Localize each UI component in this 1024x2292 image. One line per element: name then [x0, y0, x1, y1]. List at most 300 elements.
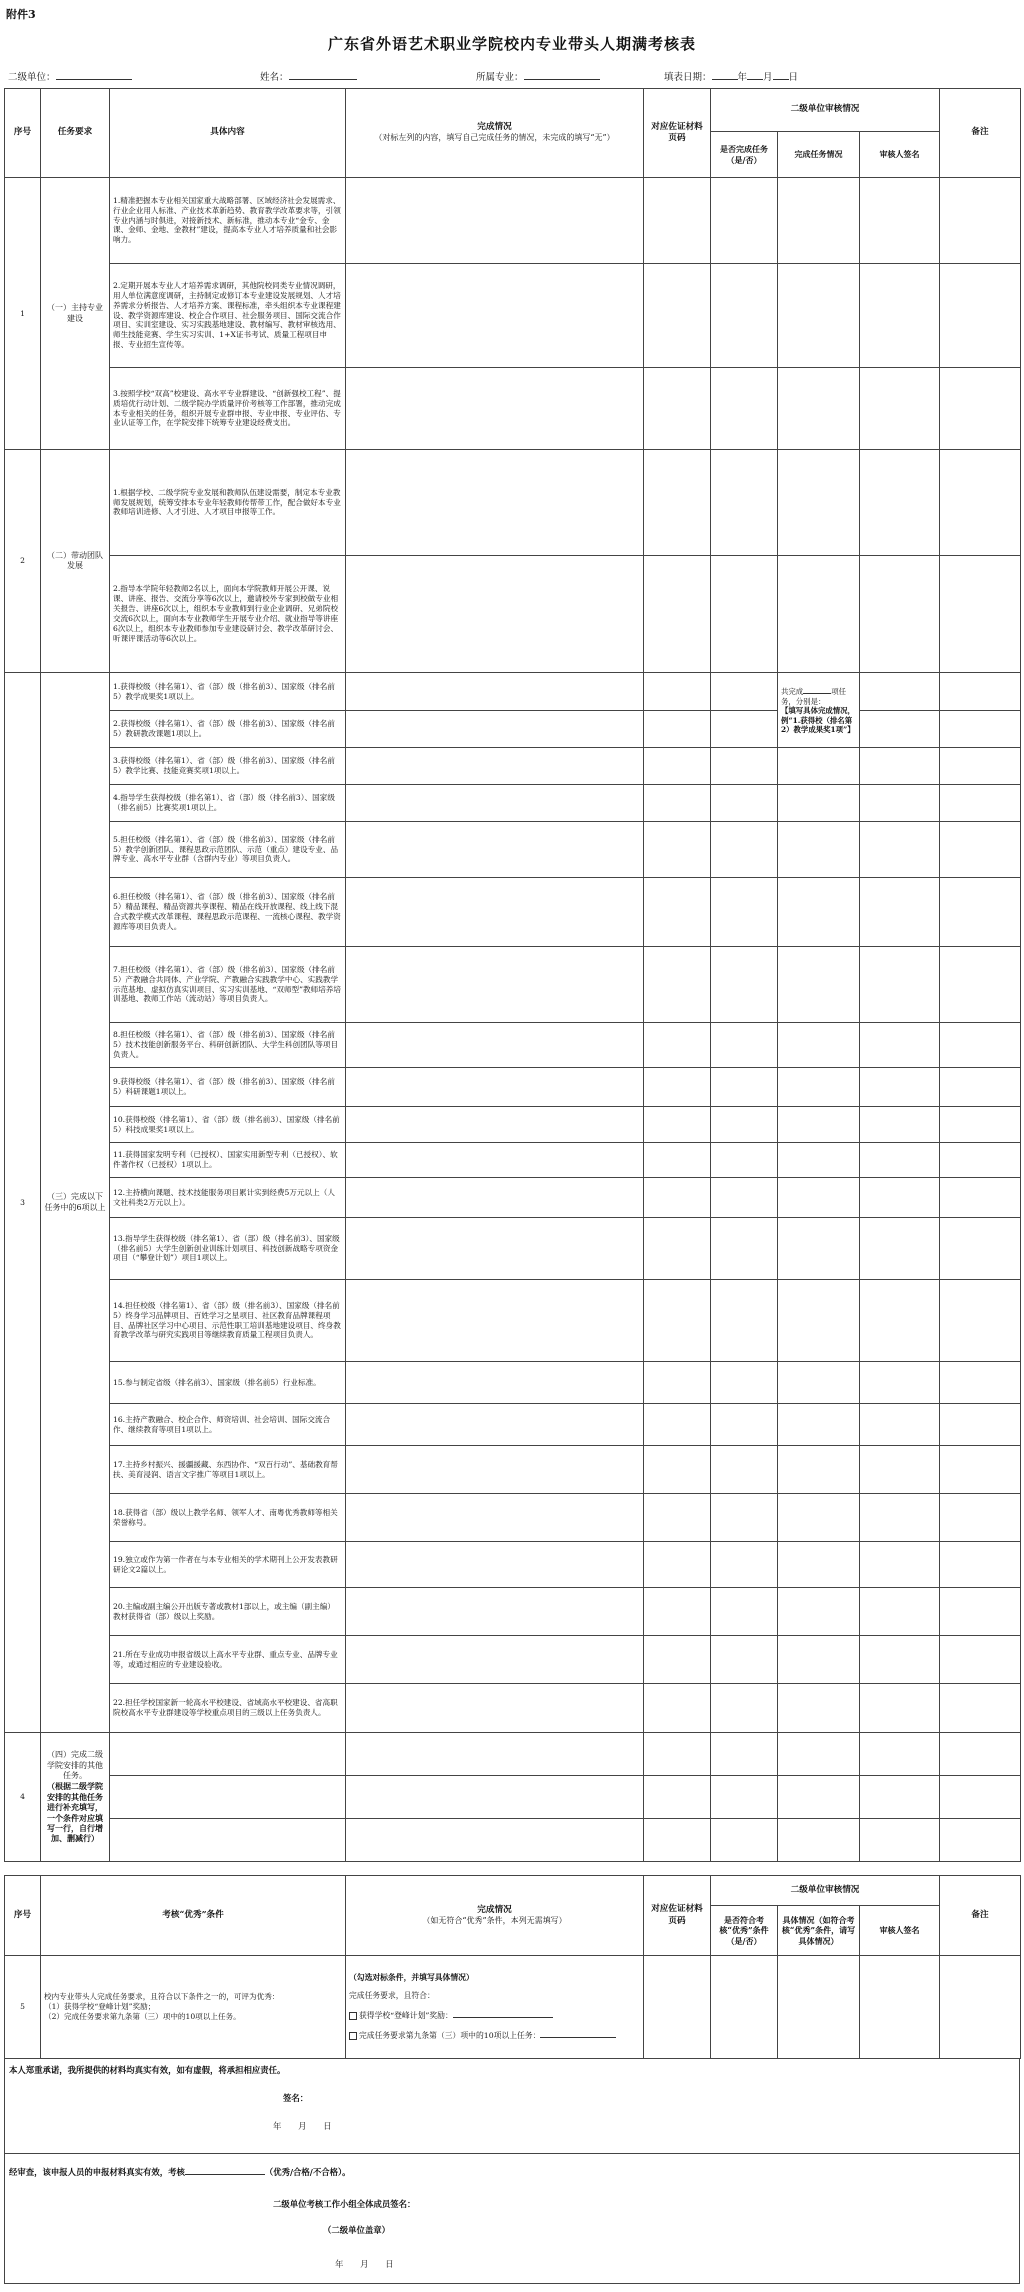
status-cell[interactable] — [346, 1494, 644, 1542]
rev-sign-cell[interactable] — [860, 748, 940, 785]
rev-sign-cell[interactable] — [860, 1494, 940, 1542]
evidence-cell[interactable] — [644, 748, 711, 785]
attachment-label: 附件3 — [6, 8, 36, 21]
section3-item: 16.主持产教融合、校企合作、师资培训、社会培训、国际交流合作、继续教育等项目1项以上。 — [110, 1404, 346, 1446]
section3-item: 20.主编或副主编公开出版专著或教材1部以上，或主编（副主编）教材获得省（部）级以上奖励。 — [110, 1588, 346, 1636]
rev-done-cell[interactable] — [711, 178, 778, 264]
rev-status-cell[interactable] — [778, 1446, 860, 1494]
header2-rev-done: 是否符合考核“优秀”条件（是/否） — [711, 1906, 778, 1956]
major-label: 所属专业： — [476, 72, 524, 83]
header-remark: 备注 — [940, 89, 1021, 178]
evidence-cell[interactable] — [644, 1542, 711, 1588]
rev-status-cell[interactable] — [778, 1178, 860, 1218]
rev-status-cell[interactable] — [778, 822, 860, 878]
status-cell[interactable] — [346, 1776, 644, 1819]
rev-done-cell[interactable] — [711, 1280, 778, 1362]
evidence-cell[interactable] — [644, 1068, 711, 1107]
status-cell[interactable] — [346, 1404, 644, 1446]
remark-cell[interactable] — [940, 1178, 1021, 1218]
rev-sign-cell[interactable] — [860, 711, 940, 748]
section4-seq: 4 — [5, 1733, 41, 1862]
rev-sign-cell[interactable] — [860, 556, 940, 673]
remark-cell[interactable] — [940, 1023, 1021, 1068]
section3-item: 9.获得校级（排名第1）、省（部）级（排名前3）、国家级（排名前5）科研课题1项以上。 — [110, 1068, 346, 1107]
rev-sign-cell[interactable] — [860, 1178, 940, 1218]
header-seq: 序号 — [5, 89, 41, 178]
header2-review: 二级单位审核情况 — [711, 1876, 940, 1906]
date-label: 填表日期： — [664, 72, 712, 83]
note-count-blank[interactable] — [803, 685, 831, 694]
note-b: 项任务，分别是： — [781, 686, 846, 706]
rev-sign-cell[interactable] — [860, 368, 940, 450]
evidence-cell[interactable] — [644, 556, 711, 673]
declaration-block — [4, 2058, 1020, 2154]
status-cell[interactable] — [346, 1636, 644, 1684]
remark-cell[interactable] — [940, 1218, 1021, 1280]
remark-cell[interactable] — [940, 1776, 1021, 1819]
remark-cell[interactable] — [940, 785, 1021, 822]
rev-sign-cell[interactable] — [860, 878, 940, 947]
rev-done-cell[interactable] — [711, 711, 778, 748]
rev-sign-cell[interactable] — [860, 178, 940, 264]
rev-status-cell[interactable] — [778, 1733, 860, 1776]
opt-1-blank[interactable] — [453, 2009, 553, 2018]
remark-cell[interactable] — [940, 450, 1021, 556]
evidence-cell[interactable] — [644, 1819, 711, 1862]
rev-done-cell[interactable] — [711, 1684, 778, 1733]
evidence-cell[interactable] — [644, 1636, 711, 1684]
declaration-text: 本人郑重承诺，我所提供的材料均真实有效，如有虚假，将承担相应责任。 — [9, 2065, 286, 2075]
date-year-label: 年 — [737, 72, 748, 83]
rev-done-cell[interactable] — [711, 1446, 778, 1494]
rev-done-cell[interactable] — [711, 450, 778, 556]
rev-done-cell[interactable] — [711, 556, 778, 673]
section3-item: 11.获得国家发明专利（已授权）、国家实用新型专利（已授权）、软件著作权（已授权）1项以上。 — [110, 1143, 346, 1178]
remark-cell[interactable] — [940, 1068, 1021, 1107]
rev-done-cell[interactable] — [711, 748, 778, 785]
rev-done-cell[interactable] — [711, 1956, 778, 2059]
status-cell[interactable] — [346, 1218, 644, 1280]
evidence-cell[interactable] — [644, 1588, 711, 1636]
remark-cell[interactable] — [940, 711, 1021, 748]
status-cell[interactable] — [346, 1280, 644, 1362]
evidence-cell[interactable] — [644, 1494, 711, 1542]
opt-1-label: 获得学校“登峰计划”奖励： — [359, 2011, 453, 2020]
rev-sign-cell[interactable] — [860, 673, 940, 711]
unit-blank[interactable] — [56, 70, 132, 80]
cond-a: 校内专业带头人完成任务要求，且符合以下条件之一的，可评为优秀： — [44, 1992, 280, 2002]
section3-item: 7.担任校级（排名第1）、省（部）级（排名前3）、国家级（排名前5）产教融合共同体、产业学院、产教融合实践教学中心、实践教学示范基地、虚拟仿真实训项目、实习实训基地、“双师型”教师培养培训基地、教师工作站（流动站）等项目负责人。 — [110, 947, 346, 1023]
section4-req-b: （根据二级学院安排的其他任务进行补充填写，一个条件对应填写一行，自行增加、删减行） — [47, 1781, 103, 1844]
rev-status-cell[interactable] — [778, 878, 860, 947]
declaration-sign[interactable] — [283, 2092, 308, 2104]
rev-sign-cell[interactable] — [860, 1446, 940, 1494]
header-status — [346, 89, 644, 178]
excellence-table — [4, 1875, 1021, 2059]
rev-sign-cell[interactable] — [860, 1776, 940, 1819]
evidence-cell[interactable] — [644, 878, 711, 947]
remark-cell[interactable] — [940, 1819, 1021, 1862]
status-cell[interactable] — [346, 878, 644, 947]
rev-sign-cell[interactable] — [860, 785, 940, 822]
status-cell[interactable] — [346, 711, 644, 748]
section2-seq: 2 — [5, 450, 41, 673]
evidence-cell[interactable] — [644, 1404, 711, 1446]
rev-done-cell[interactable] — [711, 673, 778, 711]
rev-done-cell[interactable] — [711, 1588, 778, 1636]
section3-item: 1.获得校级（排名第1）、省（部）级（排名前3）、国家级（排名前5）教学成果奖1项以上。 — [110, 673, 346, 711]
rev-status-cell[interactable] — [778, 1636, 860, 1684]
header2-cond: 考核“优秀”条件 — [41, 1876, 346, 1956]
section2-item: 1.根据学校、二级学院专业发展和教师队伍建设需要，制定本专业教师发展规划，统筹安排本专业年轻教师传帮带工作，配合做好本专业教师培训进修、人才引进、人才项目申报等工作。 — [110, 450, 346, 556]
remark-cell[interactable] — [940, 264, 1021, 368]
status-cell[interactable] — [346, 368, 644, 450]
rev-done-cell[interactable] — [711, 878, 778, 947]
remark-cell[interactable] — [940, 1494, 1021, 1542]
rev-status-cell[interactable] — [778, 1143, 860, 1178]
status-cell[interactable] — [346, 1143, 644, 1178]
header-rev-sign: 审核人签名 — [860, 132, 940, 178]
review-text-a: 经审查，该申报人员的申报材料真实有效，考核 — [9, 2167, 185, 2177]
rev-status-cell[interactable] — [778, 785, 860, 822]
rev-done-cell[interactable] — [711, 1404, 778, 1446]
status-cell[interactable] — [346, 1068, 644, 1107]
remark-cell[interactable] — [940, 878, 1021, 947]
status-cell[interactable] — [346, 1733, 644, 1776]
evidence-cell[interactable] — [644, 1178, 711, 1218]
rev-done-cell[interactable] — [711, 1178, 778, 1218]
rev-done-cell[interactable] — [711, 1218, 778, 1280]
rev-done-cell[interactable] — [711, 947, 778, 1023]
status-cell[interactable] — [346, 264, 644, 368]
section3-item: 18.获得省（部）级以上教学名师、领军人才、南粤优秀教师等相关荣誉称号。 — [110, 1494, 346, 1542]
rev-status-cell[interactable] — [778, 1684, 860, 1733]
remark-cell[interactable] — [940, 556, 1021, 673]
rev-done-cell[interactable] — [711, 1143, 778, 1178]
evidence-cell[interactable] — [644, 1218, 711, 1280]
section4-req-a: （四）完成二级学院安排的其他任务。 — [47, 1750, 103, 1781]
rev-sign-cell[interactable] — [860, 1068, 940, 1107]
unit-label: 二级单位： — [8, 72, 56, 83]
rev-done-cell[interactable] — [711, 1636, 778, 1684]
remark-cell[interactable] — [940, 1636, 1021, 1684]
header2-rev-sign: 审核人签名 — [860, 1906, 940, 1956]
rev-status-cell[interactable] — [778, 264, 860, 368]
rev-sign-cell[interactable] — [860, 1143, 940, 1178]
result-blank[interactable] — [185, 2166, 265, 2175]
section3-item: 21.所在专业成功申报省级以上高水平专业群、重点专业、品牌专业等，或通过相应的专业建设验收。 — [110, 1636, 346, 1684]
review-members: 二级单位考核工作小组全体成员签名： — [273, 2199, 416, 2209]
section3-item: 17.主持乡村振兴、援疆援藏、东西协作、“双百行动”、基础教育帮扶、美育浸润、语言文字推广等项目1项以上。 — [110, 1446, 346, 1494]
section3-item: 22.担任学校国家新一轮高水平校建设、省域高水平校建设、省高职院校高水平专业群建设等学校重点项目的三级以上任务负责人。 — [110, 1684, 346, 1733]
rev-status-cell[interactable] — [778, 1218, 860, 1280]
section4-item-cell[interactable] — [110, 1776, 346, 1819]
name-field[interactable] — [260, 69, 357, 83]
remark-cell[interactable] — [940, 1107, 1021, 1143]
date-field[interactable] — [664, 69, 798, 83]
remark-cell[interactable] — [940, 947, 1021, 1023]
header-review: 二级单位审核情况 — [711, 89, 940, 132]
rev-status-cell[interactable] — [778, 1956, 860, 2059]
rev-sign-cell[interactable] — [860, 1684, 940, 1733]
status-cell[interactable] — [346, 822, 644, 878]
section3-item: 5.担任校级（排名第1）、省（部）级（排名前3）、国家级（排名前5）教学创新团队、课程思政示范团队、示范（重点）建设专业、品牌专业、高水平专业群（含群内专业）等项目负责人。 — [110, 822, 346, 878]
note-a: 共完成 — [781, 686, 804, 696]
rev-sign-cell[interactable] — [860, 1362, 940, 1404]
remark-cell[interactable] — [940, 1733, 1021, 1776]
rev-sign-cell[interactable] — [860, 1404, 940, 1446]
rev-status-cell[interactable] — [778, 178, 860, 264]
rev-sign-cell[interactable] — [860, 1819, 940, 1862]
date-month-blank[interactable] — [747, 70, 763, 80]
evidence-cell[interactable] — [644, 178, 711, 264]
status-cell[interactable] — [346, 1588, 644, 1636]
rev-status-cell[interactable] — [778, 1542, 860, 1588]
date-year-blank[interactable] — [712, 70, 738, 80]
opt-intro: 完成任务要求，且符合： — [349, 1990, 435, 2000]
remark-cell[interactable] — [940, 1404, 1021, 1446]
opt-row-1[interactable] — [349, 2009, 640, 2021]
remark-cell[interactable] — [940, 822, 1021, 878]
evidence-cell[interactable] — [644, 264, 711, 368]
section3-item: 4.指导学生获得校级（排名第1）、省（部）级（排名前3）、国家级（排名前5）比赛奖项1项以上。 — [110, 785, 346, 822]
evidence-cell[interactable] — [644, 822, 711, 878]
rev-status-cell[interactable] — [778, 748, 860, 785]
remark-cell[interactable] — [940, 748, 1021, 785]
evidence-cell[interactable] — [644, 1362, 711, 1404]
section1-item: 1.精准把握本专业相关国家重大战略部署、区域经济社会发展需求、行业企业用人标准、产业技术革新趋势、教育教学改革要求等，引领专业内涵与时俱进，对接新技术、新标准，推动本专业“金专、金课、金师、金地、金教材”建设，提高本专业人才培养质量和社会影响力。 — [110, 178, 346, 264]
section3-seq: 3 — [5, 673, 41, 1733]
unit-field[interactable] — [8, 69, 132, 83]
rev-sign-cell[interactable] — [860, 1218, 940, 1280]
rev-status-cell[interactable] — [778, 1494, 860, 1542]
rev-sign-cell[interactable] — [860, 1542, 940, 1588]
status-cell[interactable] — [346, 1362, 644, 1404]
evidence-cell[interactable] — [644, 947, 711, 1023]
rev-sign-cell[interactable] — [860, 1588, 940, 1636]
rev-sign-cell[interactable] — [860, 947, 940, 1023]
rev-done-cell[interactable] — [711, 1494, 778, 1542]
section3-item: 8.担任校级（排名第1）、省（部）级（排名前3）、国家级（排名前5）技术技能创新服务平台、科研创新团队、大学生科创团队等项目负责人。 — [110, 1023, 346, 1068]
section3-item: 2.获得校级（排名第1）、省（部）级（排名前3）、国家级（排名前5）教研教改课题1项以上。 — [110, 711, 346, 748]
section5-options — [346, 1956, 644, 2059]
section1-item: 3.按照学校“双高”校建设、高水平专业群建设、“创新强校工程”、提质培优行动计划、二级学院办学质量评价考核等工作部署，推动完成本专业相关的任务，组织开展专业群申报、专业申报、专业评估、专业认证等工作，在学院安排下统筹专业建设经费支出。 — [110, 368, 346, 450]
status-cell[interactable] — [346, 1542, 644, 1588]
form-title: 广东省外语艺术职业学院校内专业带头人期满考核表 — [327, 35, 696, 53]
rev-done-cell[interactable] — [711, 1733, 778, 1776]
rev-sign-cell[interactable] — [860, 822, 940, 878]
evidence-cell[interactable] — [644, 1023, 711, 1068]
status-cell[interactable] — [346, 1107, 644, 1143]
evidence-cell[interactable] — [644, 1956, 711, 2059]
remark-cell[interactable] — [940, 1143, 1021, 1178]
status-cell[interactable] — [346, 178, 644, 264]
header2-status-title: 完成情况 — [477, 1904, 512, 1915]
section3-review-note[interactable] — [778, 673, 860, 748]
evidence-cell[interactable] — [644, 1107, 711, 1143]
section4-item-cell[interactable] — [110, 1819, 346, 1862]
evidence-cell[interactable] — [644, 1446, 711, 1494]
opt-2-label: 完成任务要求第九条第（三）项中的10项以上任务： — [359, 2031, 541, 2041]
status-cell[interactable] — [346, 1684, 644, 1733]
rev-done-cell[interactable] — [711, 1068, 778, 1107]
date-day-label: 日 — [788, 72, 799, 83]
major-blank[interactable] — [524, 70, 600, 80]
rev-status-cell[interactable] — [778, 1107, 860, 1143]
section1-req: （一）主持专业建设 — [41, 178, 110, 450]
rev-sign-cell[interactable] — [860, 264, 940, 368]
remark-cell[interactable] — [940, 1956, 1021, 2059]
name-label: 姓名： — [260, 72, 289, 83]
rev-sign-cell[interactable] — [860, 1107, 940, 1143]
date-month-label: 月 — [763, 72, 773, 83]
status-cell[interactable] — [346, 785, 644, 822]
rev-sign-cell[interactable] — [860, 1023, 940, 1068]
remark-cell[interactable] — [940, 178, 1021, 264]
review-text — [9, 2166, 351, 2178]
status-cell[interactable] — [346, 673, 644, 711]
opt-row-2[interactable] — [349, 2029, 640, 2041]
status-cell[interactable] — [346, 1023, 644, 1068]
section3-item: 15.参与制定省级（排名前3）、国家级（排名前5）行业标准。 — [110, 1362, 346, 1404]
rev-sign-cell[interactable] — [860, 1636, 940, 1684]
section4-item-cell[interactable] — [110, 1733, 346, 1776]
checkbox-icon[interactable] — [349, 2032, 357, 2040]
evidence-cell[interactable] — [644, 1776, 711, 1819]
header-req: 任务要求 — [41, 89, 110, 178]
major-field[interactable] — [476, 69, 600, 83]
rev-status-cell[interactable] — [778, 1280, 860, 1362]
task-table — [4, 88, 1021, 1862]
rev-sign-cell[interactable] — [860, 1956, 940, 2059]
header2-rev-status: 具体情况（如符合考核“优秀”条件，请写具体情况） — [778, 1906, 860, 1956]
evidence-cell[interactable] — [644, 450, 711, 556]
review-block — [4, 2154, 1020, 2284]
header2-remark: 备注 — [940, 1876, 1021, 1956]
rev-done-cell[interactable] — [711, 1776, 778, 1819]
section1-item: 2.定期开展本专业人才培养需求调研，其他院校同类专业情况调研，用人单位满意度调研，主持制定或修订本专业建设发展规划、人才培养需求分析报告、人才培养方案、课程标准，牵头组织本专业课程建设、教学资源库建设、校企合作项目、社会服务项目、国际交流合作项目、实训室建设、实习实践基地建设、教材编写、教材审核选用、师生技能竞赛、学生实习实训、1+X证书考试、质量工程项目申报、专业招生宣传等。 — [110, 264, 346, 368]
section5-seq: 5 — [5, 1956, 41, 2059]
rev-done-cell[interactable] — [711, 1819, 778, 1862]
remark-cell[interactable] — [940, 673, 1021, 711]
rev-done-cell[interactable] — [711, 264, 778, 368]
rev-status-cell[interactable] — [778, 1023, 860, 1068]
rev-done-cell[interactable] — [711, 1023, 778, 1068]
name-blank[interactable] — [289, 70, 357, 80]
review-seal: （二级单位盖章） — [323, 2225, 390, 2235]
status-cell[interactable] — [346, 450, 644, 556]
evidence-cell[interactable] — [644, 1684, 711, 1733]
section3-item: 3.获得校级（排名第1）、省（部）级（排名前3）、国家级（排名前5）教学比赛、技能竞赛奖项1项以上。 — [110, 748, 346, 785]
rev-status-cell[interactable] — [778, 1588, 860, 1636]
rev-done-cell[interactable] — [711, 785, 778, 822]
header2-status — [346, 1876, 644, 1956]
cond-c: （2）完成任务要求第九条第（三）项中的10项以上任务。 — [44, 2011, 241, 2021]
section3-item: 12.主持横向课题、技术技能服务项目累计实到经费5万元以上（人文社科类2万元以上）。 — [110, 1178, 346, 1218]
remark-cell[interactable] — [940, 1362, 1021, 1404]
rev-status-cell[interactable] — [778, 368, 860, 450]
status-cell[interactable] — [346, 947, 644, 1023]
status-cell[interactable] — [346, 1819, 644, 1862]
evidence-cell[interactable] — [644, 1280, 711, 1362]
checkbox-icon[interactable] — [349, 2012, 357, 2020]
remark-cell[interactable] — [940, 1280, 1021, 1362]
evidence-cell[interactable] — [644, 785, 711, 822]
rev-sign-cell[interactable] — [860, 450, 940, 556]
section5-conditions — [41, 1956, 346, 2059]
header-rev-done: 是否完成任务（是/否） — [711, 132, 778, 178]
remark-cell[interactable] — [940, 1446, 1021, 1494]
rev-status-cell[interactable] — [778, 1776, 860, 1819]
section3-item: 14.担任校级（排名第1）、省（部）级（排名前3）、国家级（排名前5）终身学习品牌项目、百姓学习之星项目、社区教育品牌课程项目、品牌社区学习中心项目、示范性职工培训基地建设项目、终身教育教学改革与研究实践项目等继续教育质量工程项目负责人。 — [110, 1280, 346, 1362]
section3-req: （三）完成以下任务中的6项以上 — [41, 673, 110, 1733]
section3-item: 10.获得校级（排名第1）、省（部）级（排名前3）、国家级（排名前5）科技成果奖1项以上。 — [110, 1107, 346, 1143]
section3-item: 13.指导学生获得校级（排名第1）、省（部）级（排名前3）、国家级（排名前5）大学生创新创业训练计划项目、科技创新战略专项资金项目（“攀登计划”）项目1项以上。 — [110, 1218, 346, 1280]
evidence-cell[interactable] — [644, 673, 711, 711]
rev-sign-cell[interactable] — [860, 1733, 940, 1776]
status-cell[interactable] — [346, 1178, 644, 1218]
rev-status-cell[interactable] — [778, 947, 860, 1023]
rev-done-cell[interactable] — [711, 822, 778, 878]
evidence-cell[interactable] — [644, 1733, 711, 1776]
evidence-cell[interactable] — [644, 1143, 711, 1178]
remark-cell[interactable] — [940, 1684, 1021, 1733]
status-cell[interactable] — [346, 556, 644, 673]
header2-seq: 序号 — [5, 1876, 41, 1956]
status-cell[interactable] — [346, 1446, 644, 1494]
cond-b: （1）获得学校“登峰计划”奖励； — [44, 2002, 156, 2012]
declaration-date: 年 月 日 — [273, 2121, 332, 2131]
review-text-b: （优秀/合格/不合格）。 — [264, 2167, 351, 2177]
rev-done-cell[interactable] — [711, 368, 778, 450]
remark-cell[interactable] — [940, 1588, 1021, 1636]
header-evidence: 对应佐证材料页码 — [644, 89, 711, 178]
header2-status-note: （如无符合“优秀”条件，本列无需填写） — [422, 1915, 567, 1925]
section2-item: 2.指导本学院年轻教师2名以上，面向本学院教师开展公开课、说课、讲座、报告、交流分享等6次以上，邀请校外专家到校做专业相关报告、讲座6次以上，组织本专业教师到行业企业调研、兄弟院校交流6次以上，面向本专业教师学生开展专业介绍、就业指导等讲座6次以上，组织本专业教师参加专业建设研讨会、教学改革研讨会、听课评课活动等6次以上。 — [110, 556, 346, 673]
opt-head: （勾选对标条件，并填写具体情况） — [349, 1972, 474, 1982]
rev-status-cell[interactable] — [778, 556, 860, 673]
section1-seq: 1 — [5, 178, 41, 450]
rev-done-cell[interactable] — [711, 1542, 778, 1588]
header-status-title: 完成情况 — [477, 122, 512, 133]
rev-status-cell[interactable] — [778, 450, 860, 556]
evidence-cell[interactable] — [644, 711, 711, 748]
note-c: 【填写具体完成情况，例“1.获得校（排名第2）教学成果奖1项”】 — [781, 706, 855, 735]
opt-2-blank[interactable] — [540, 2029, 616, 2038]
rev-status-cell[interactable] — [778, 1068, 860, 1107]
rev-status-cell[interactable] — [778, 1819, 860, 1862]
header2-evidence: 对应佐证材料页码 — [644, 1876, 711, 1956]
date-day-blank[interactable] — [773, 70, 789, 80]
rev-done-cell[interactable] — [711, 1107, 778, 1143]
rev-status-cell[interactable] — [778, 1404, 860, 1446]
section2-req: （二）带动团队发展 — [41, 450, 110, 673]
remark-cell[interactable] — [940, 368, 1021, 450]
section4-req — [41, 1733, 110, 1862]
header-status-note: （对标左列的内容，填写自己完成任务的情况，未完成的填写“无”） — [374, 133, 615, 143]
header-rev-status: 完成任务情况 — [778, 132, 860, 178]
declaration-sign-label: 签名： — [283, 2093, 309, 2103]
rev-sign-cell[interactable] — [860, 1280, 940, 1362]
rev-done-cell[interactable] — [711, 1362, 778, 1404]
remark-cell[interactable] — [940, 1542, 1021, 1588]
section3-item: 6.担任校级（排名第1）、省（部）级（排名前3）、国家级（排名前5）精品课程、精品资源共享课程、精品在线开放课程、线上线下混合式教学模式改革课程、课程思政示范课程、一流核心课程、教学资源库等项目负责人。 — [110, 878, 346, 947]
evidence-cell[interactable] — [644, 368, 711, 450]
status-cell[interactable] — [346, 748, 644, 785]
section3-item: 19.独立或作为第一作者在与本专业相关的学术期刊上公开发表教研研论文2篇以上。 — [110, 1542, 346, 1588]
rev-status-cell[interactable] — [778, 1362, 860, 1404]
header-content: 具体内容 — [110, 89, 346, 178]
